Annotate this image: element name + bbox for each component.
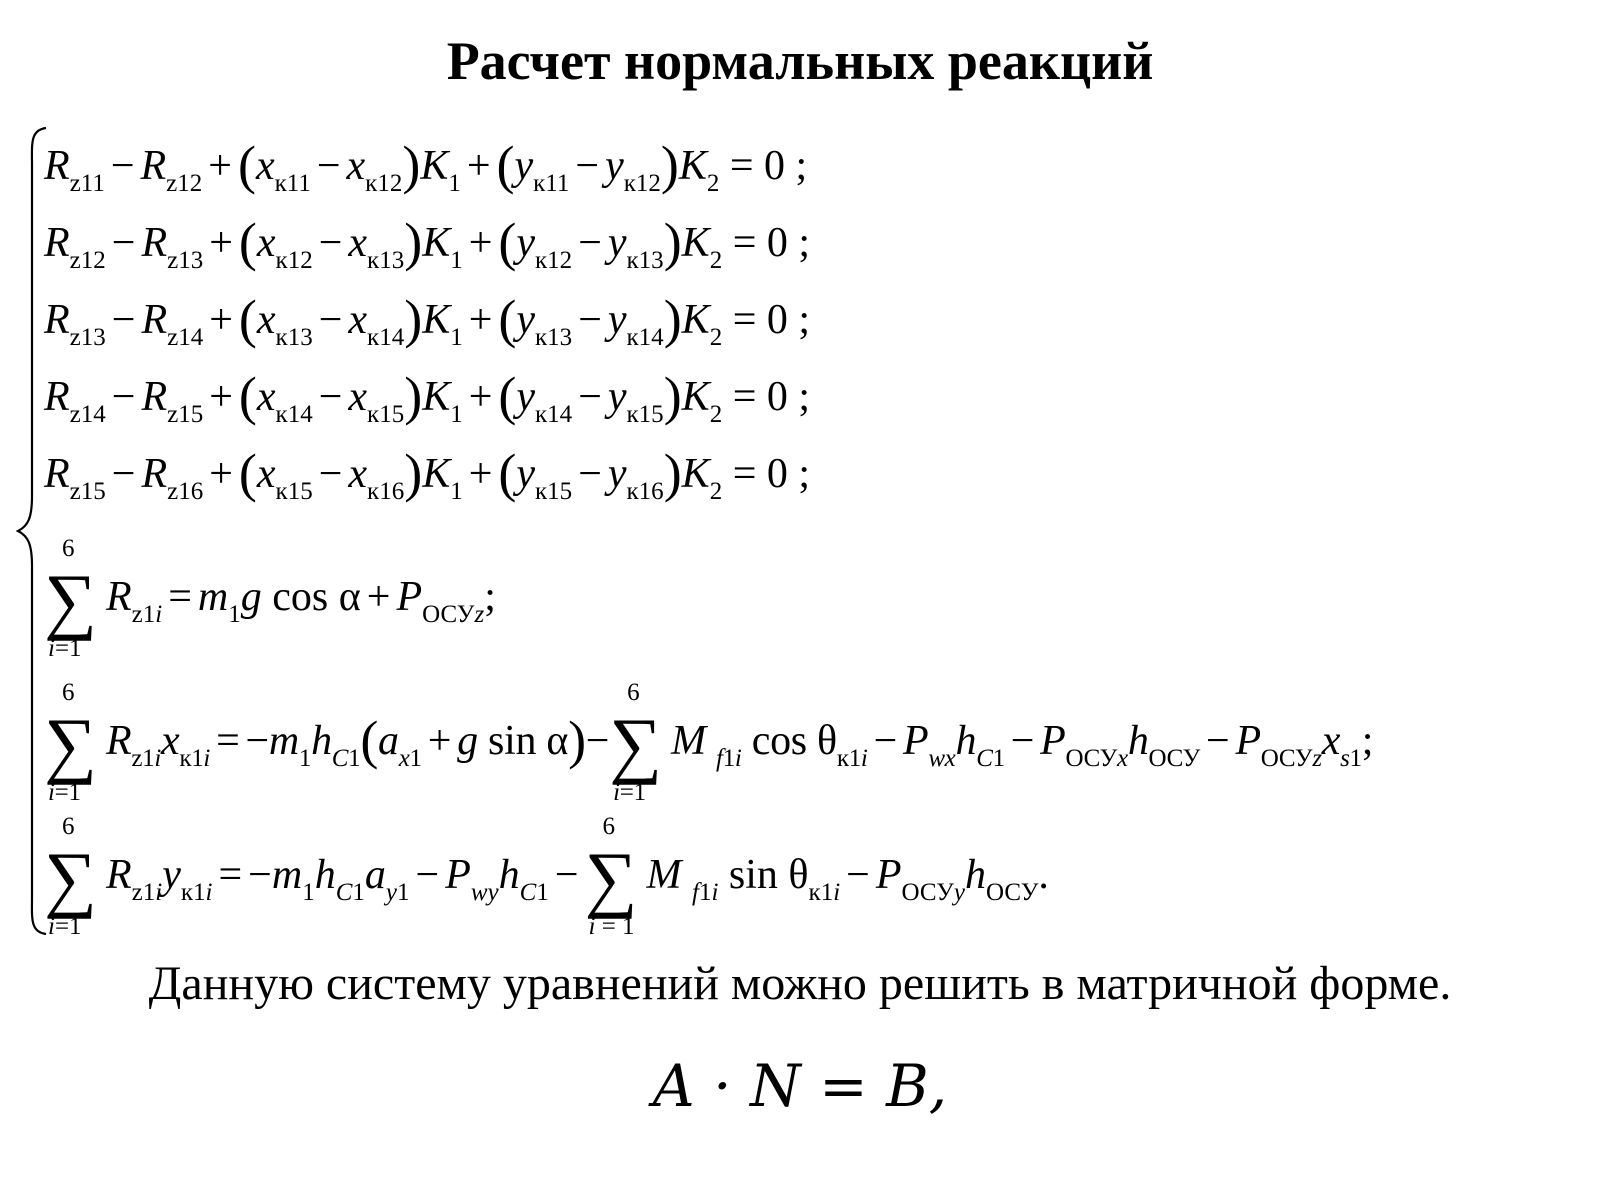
sum-symbol: 6 ∑ i = 1 [584, 813, 638, 941]
linear-equation-1: $R_{z11} - R_{z12} + (x_{к11} - x_{к12})K_1 + (y_{к11} - y_{к12})K_2 = 0$ ; [44, 135, 808, 197]
sum-equation-lateral: 6 ∑ i=1 $R_{z1i}y_{к1i} = -m_1h_{C1}a_{y1} - P_{wy}h_{C1}$ − 6 ∑ i = 1 M $_{f1i}$ $\sin \theta_{к1i} - P_{ОСУy}h_{ОСУ}$. [44, 813, 1049, 941]
sum-equation-vertical: 6 ∑ i=1 $R_{z1i} = m_1g$ $\cos \alpha + P_{ОСУz}$; [44, 535, 496, 663]
sum-symbol: 6 ∑ i=1 [44, 813, 97, 941]
matrix-formula: A · N = B, [652, 1052, 948, 1120]
sum-symbol: 6 ∑ i=1 [609, 679, 662, 807]
linear-equation-4: $R_{z14} - R_{z15} + (x_{к14} - x_{к15})K_1 + (y_{к14} - y_{к15})K_2 = 0$ ; [44, 366, 811, 428]
sum-equation-longitudinal: 6 ∑ i=1 $R_{z1i}x_{к1i} = -m_1h_{C1}(a_{x1} + g$ sin α)− 6 ∑ i=1 M $_{f1i}$ $\cos \theta_{к1i} - P_{wx}h_{C1} - P_{ОСУx}h_{ОСУ} - P_{ОСУz}x_{s1}$; [44, 679, 1374, 807]
linear-equation-3: $R_{z13} - R_{z14} + (x_{к13} - x_{к14})K_1 + (y_{к13} - y_{к14})K_2 = 0$ ; [44, 289, 811, 351]
page-title: Расчет нормальных реакций [446, 31, 1154, 91]
explanation-text: Данную систему уравнений можно решить в матричной форме. [148, 957, 1452, 1010]
linear-equation-2: $R_{z12} - R_{z13} + (x_{к12} - x_{к13})K_1 + (y_{к12} - y_{к13})K_2 = 0$ ; [44, 212, 811, 274]
linear-equation-5: $R_{z15} - R_{z16} + (x_{к15} - x_{к16})K_1 + (y_{к15} - y_{к16})K_2 = 0$ ; [44, 443, 811, 505]
sum-symbol: 6 ∑ i=1 [44, 535, 97, 663]
sum-symbol: 6 ∑ i=1 [44, 679, 97, 807]
